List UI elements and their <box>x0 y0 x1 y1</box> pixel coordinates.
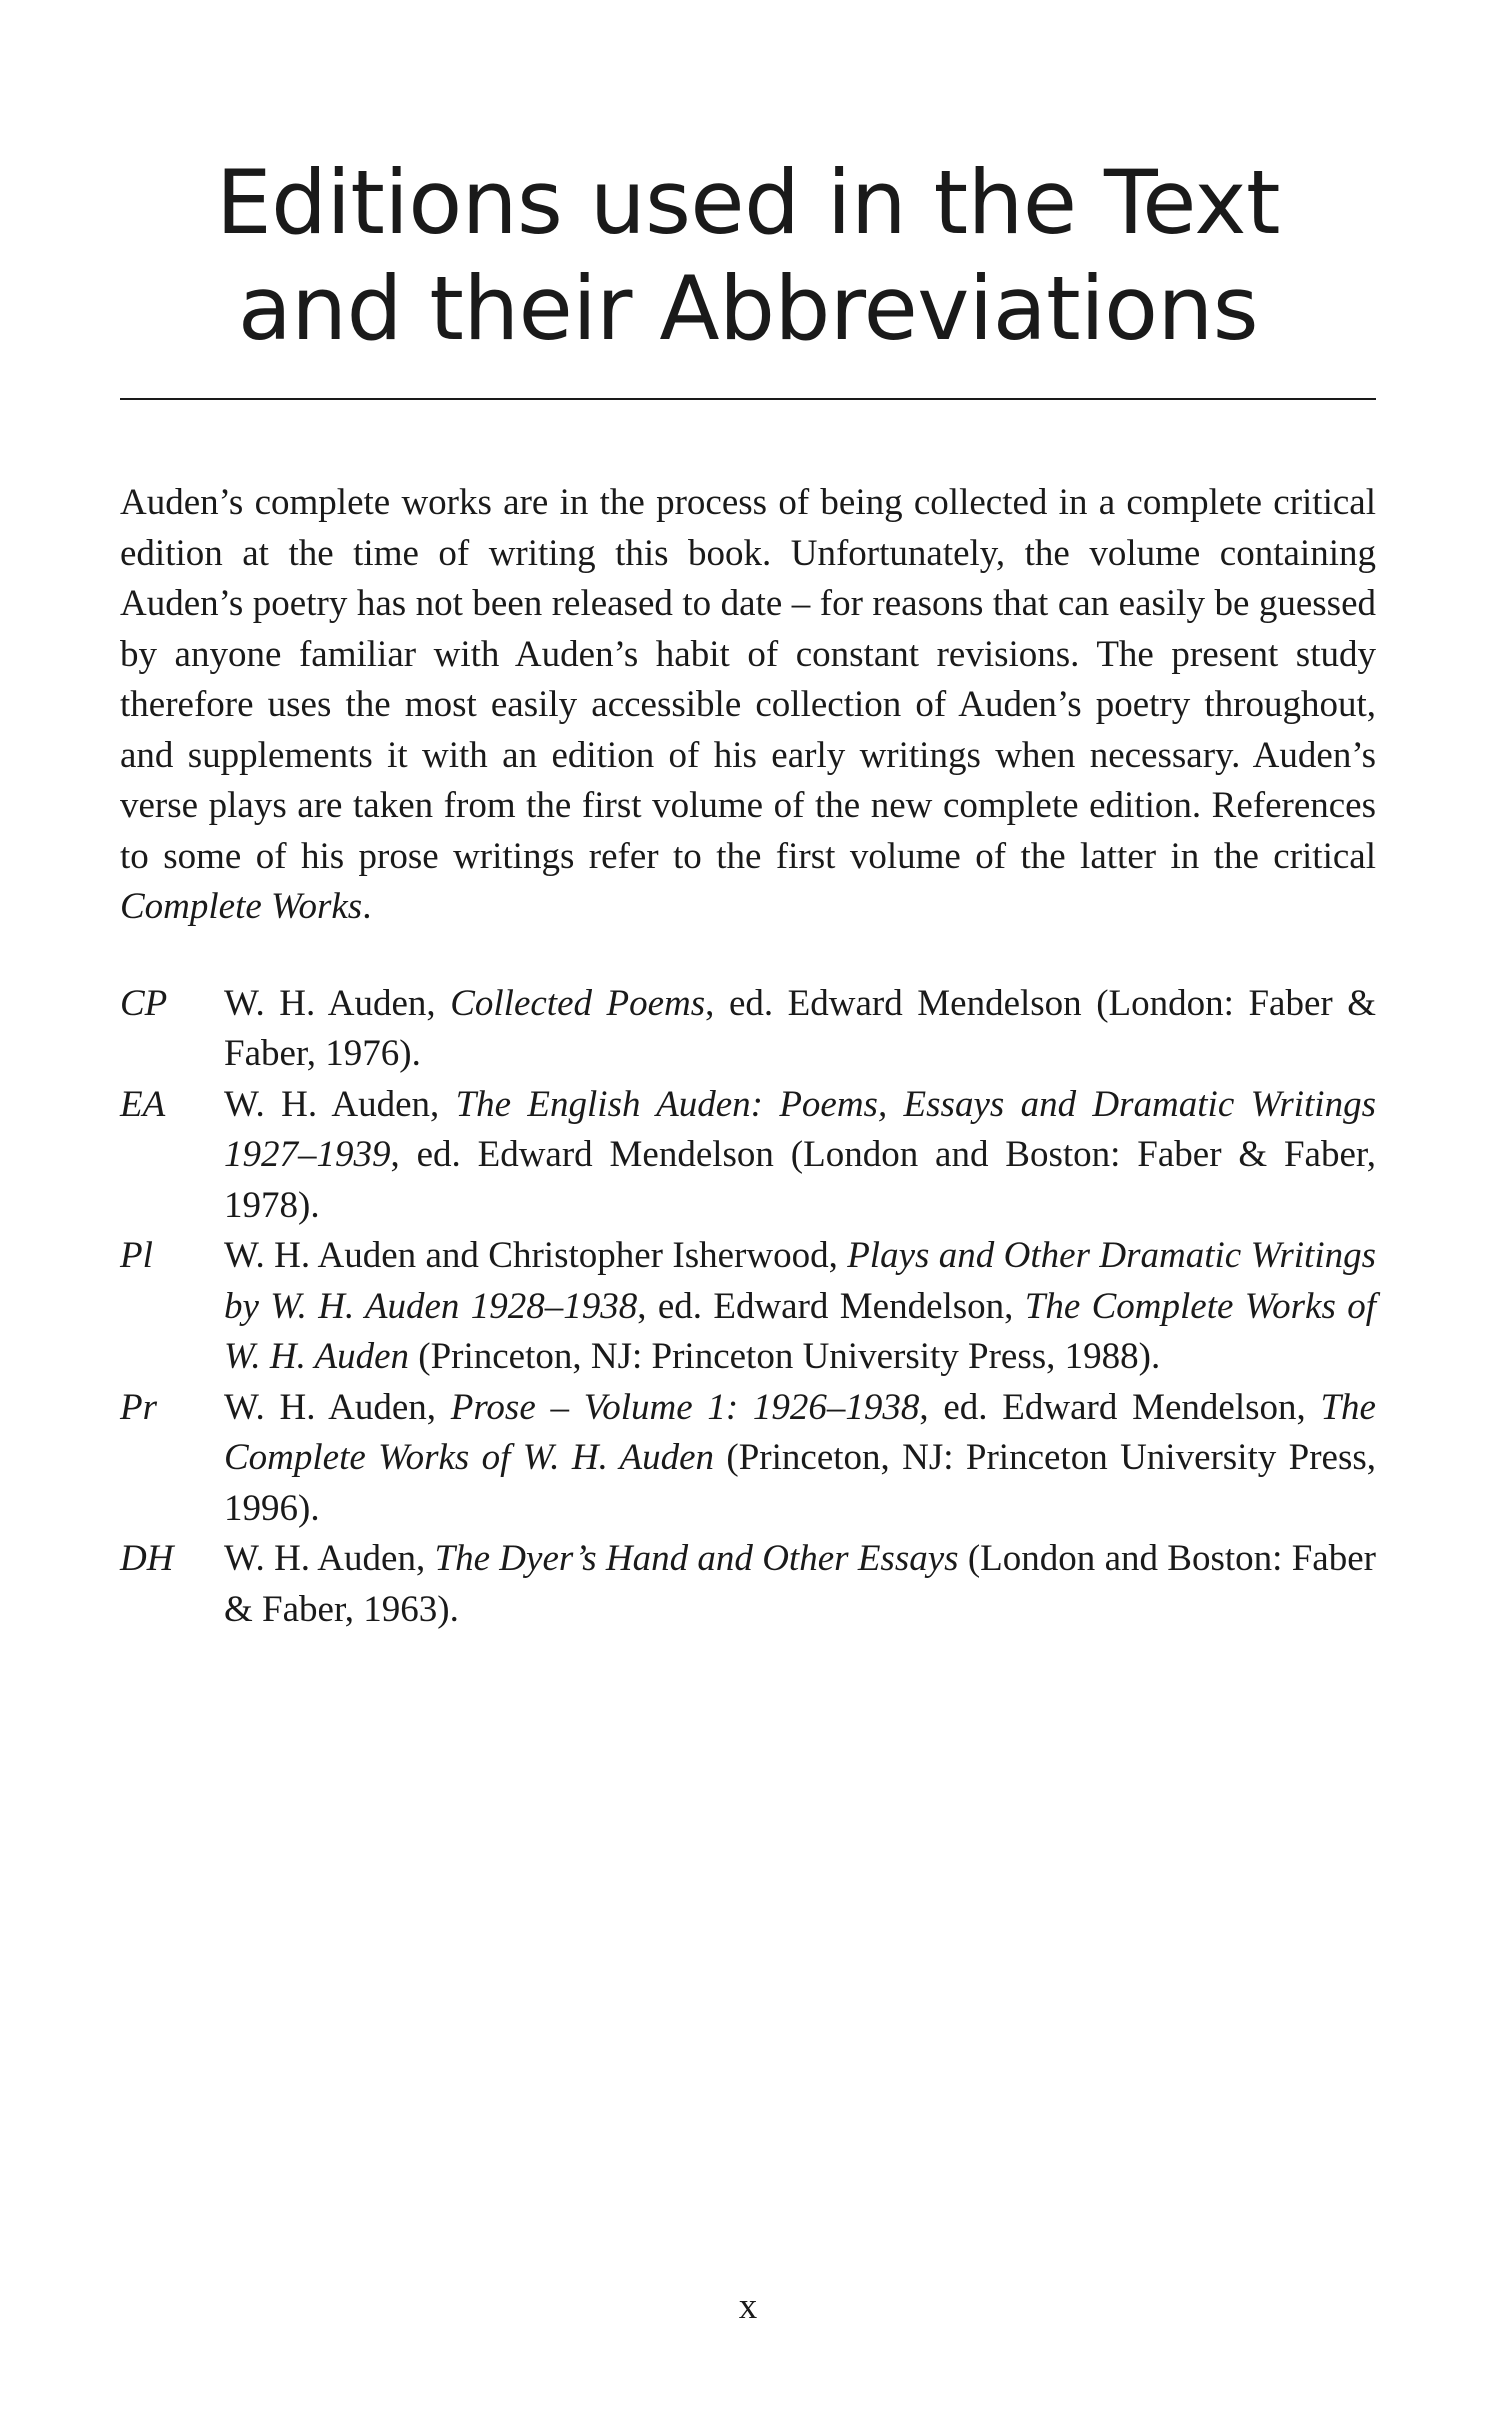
intro-text-end: . <box>362 886 372 927</box>
intro-paragraph <box>120 478 1376 933</box>
ref-part: , ed. Edward Mendelson, <box>919 1386 1321 1428</box>
title-rule <box>120 398 1376 400</box>
ref-part-title: The Complete Works of W. H. Auden <box>224 1386 1376 1478</box>
abbreviation-code: Pl <box>120 1235 153 1276</box>
ref-part: , ed. Edward Mendelson (London and Boston: Faber & Faber, 1978). <box>224 1134 1376 1226</box>
ref-part: W. H. Auden, <box>224 1538 435 1579</box>
ref-part: W. H. Auden, <box>224 982 451 1024</box>
reference-text <box>224 1080 1376 1232</box>
reference-text <box>224 1231 1376 1383</box>
ref-part-title: Prose – Volume 1: 1926–1938 <box>450 1386 920 1428</box>
abbreviation-code: Pr <box>120 1386 157 1428</box>
reference-text <box>224 1534 1376 1635</box>
abbreviation-entry-cp <box>120 979 1376 1080</box>
ref-part-title: The English Auden: Poems, Essays and Dramatic Writings 1927–1939 <box>224 1083 1376 1175</box>
ref-part: , ed. Edward Mendelson (London: Faber & Faber, 1976). <box>224 982 1376 1074</box>
abbreviation-code: CP <box>120 982 168 1024</box>
abbreviation-entry-pr <box>120 1383 1376 1535</box>
page-title-line-1: Editions used in the Text <box>216 151 1280 254</box>
abbreviation-list <box>120 979 1376 1636</box>
ref-part: (London and Boston: Faber & Faber, 1963). <box>224 1538 1376 1630</box>
page-number: x <box>738 2286 758 2327</box>
abbreviation-code: EA <box>120 1083 166 1125</box>
ref-part: W. H. Auden, <box>224 1083 456 1125</box>
page-title <box>120 0 1376 362</box>
ref-part: (Princeton, NJ: Princeton University Press, 1988). <box>409 1336 1161 1377</box>
reference-text <box>224 1383 1376 1535</box>
abbreviation-entry-pl <box>120 1231 1376 1383</box>
abbreviation-code: DH <box>120 1538 174 1579</box>
ref-part-title: Plays and Other Dramatic Writings by W. H. Auden 1928–1938 <box>224 1235 1376 1327</box>
intro-text: Auden’s complete works are in the process of being collected in a complete critical edition at the time of writing this book. Unfortunately, the volume containing Auden’s poetry has not been released to date – for reasons that can easily be guessed by anyone familiar with Auden’s habit of constant revisions. The present study therefore uses the most easily accessible collection of Auden’s poetry throughout, and supplements it with an edition of his early writings when necessary. Auden’s verse plays are taken from the first volume of the new complete edition. References to some of his prose writings refer to the first volume of the latter in the critical <box>120 482 1376 877</box>
ref-part: W. H. Auden and Christopher Isherwood, <box>224 1235 848 1276</box>
ref-part: (Princeton, NJ: Princeton University Press, 1996). <box>224 1437 1376 1529</box>
ref-part-title: The Dyer’s Hand and Other Essays <box>434 1538 959 1579</box>
ref-part: W. H. Auden, <box>224 1386 451 1428</box>
reference-text <box>224 979 1376 1080</box>
abbreviation-entry-ea <box>120 1080 1376 1232</box>
ref-part-title: Collected Poems <box>450 982 706 1024</box>
page-title-line-2: and their Abbreviations <box>237 257 1259 360</box>
abbreviation-entry-dh <box>120 1534 1376 1635</box>
ref-part: , ed. Edward Mendelson, <box>637 1285 1025 1327</box>
ref-part-title: The Complete Works of W. H. Auden <box>224 1285 1376 1377</box>
intro-italic-title: Complete Works <box>120 886 363 927</box>
book-page <box>120 0 1376 2421</box>
